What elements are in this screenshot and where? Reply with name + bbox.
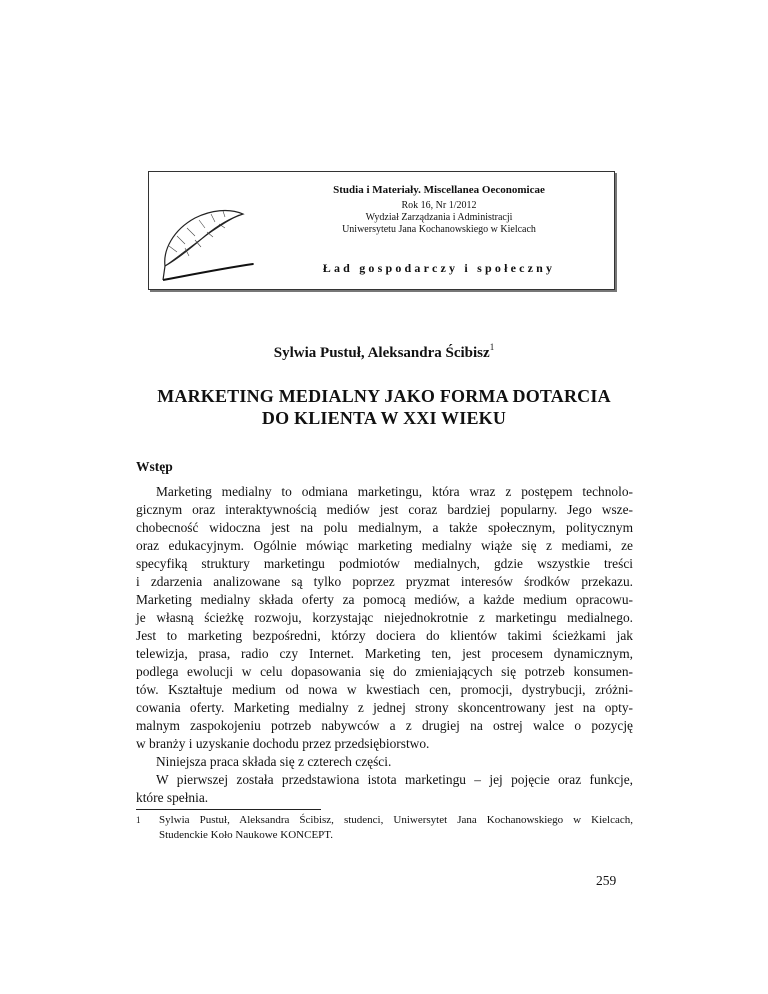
body-text-line: telewizja, prasa, radio czy Internet. Marketing ten, jest procesem dynamicznym, <box>136 646 633 661</box>
article-title-line-2: DO KLIENTA W XXI WIEKU <box>261 408 507 428</box>
body-text-line: malnym zaspokojeniu potrzeb nabywców a z drugiej na ostrej walce o pozycję <box>136 718 633 733</box>
author-names: Sylwia Pustuł, Aleksandra Ścibisz <box>273 345 490 361</box>
quill-pen-logo <box>155 202 255 284</box>
body-text-line: Marketing medialny składa oferty za pomocą mediów, a każde medium opracowu- <box>136 592 633 607</box>
body-text-line: oraz edukacyjnym. Ogólnie mówiąc marketing medialny wiąże się z mediami, ze <box>136 538 633 553</box>
body-text-line: je własną ścieżkę rozwoju, korzystając niejednokrotnie z marketingu medialnego. <box>136 610 633 625</box>
article-title-line-1: MARKETING MEDIALNY JAKO FORMA DOTARCIA <box>157 386 611 406</box>
authors <box>0 342 768 362</box>
body-text-line: gicznym oraz interaktywnością mediów jest coraz bardziej popularny. Jego wsze- <box>136 502 633 517</box>
body-text-line: chobecność widoczna jest na polu medialnym, a także społecznym, politycznym <box>136 520 633 535</box>
journal-section-title: Ład gospodarczy i społeczny <box>322 261 556 275</box>
page-number: 259 <box>596 873 617 888</box>
body-text-line: tów. Kształtuje medium od nowa w kwestiach cen, promocji, dystrybucji, zróżni- <box>136 682 633 697</box>
body-text-line: i zdarzenia analizowane są tylko poprzez pryzmat interesów środków przekazu. <box>136 574 633 589</box>
body-text-line: specyfiką struktury marketingu podmiotów medialnych, gdzie wszystkie treści <box>136 556 633 571</box>
footnote-separator <box>136 809 321 810</box>
body-text-line: W pierwszej została przedstawiona istota marketingu – jej pojęcie oraz funkcje, <box>156 772 633 787</box>
body-text-line: w branży i uzyskanie dochodu przez przedsiębiorstwo. <box>136 736 430 751</box>
journal-university: Uniwersytetu Jana Kochanowskiego w Kielcach <box>342 224 536 235</box>
journal-issue: Rok 16, Nr 1/2012 <box>401 200 477 211</box>
body-text-line: podlega ewolucji w celu dopasowania się do zmieniających się potrzeb konsumen- <box>136 664 633 679</box>
footnote-mark: 1 <box>136 815 141 825</box>
section-heading: Wstęp <box>136 459 173 474</box>
footnote-text-line: Studenckie Koło Naukowe KONCEPT. <box>159 829 333 841</box>
author-footnote-mark: 1 <box>489 342 495 352</box>
body-text-line: Marketing medialny to odmiana marketingu, która wraz z postępem technolo- <box>156 484 633 499</box>
body-text-line: cowania oferty. Marketing medialny z jednej strony skoncentrowany jest na opty- <box>136 700 633 715</box>
body-text-line: Jest to marketing bezpośredni, którzy dociera do klientów takimi ścieżkami jak <box>136 628 633 643</box>
journal-header-box <box>148 171 615 290</box>
body-text-line: Niniejsza praca składa się z czterech części. <box>156 754 392 769</box>
journal-title: Studia i Materiały. Miscellanea Oeconomicae <box>333 184 545 196</box>
body-text-line: które spełnia. <box>136 790 209 805</box>
footnote-text-line: Sylwia Pustuł, Aleksandra Ścibisz, studenci, Uniwersytet Jana Kochanowskiego w Kielcach, <box>159 814 633 826</box>
journal-department: Wydział Zarządzania i Administracji <box>365 212 513 223</box>
